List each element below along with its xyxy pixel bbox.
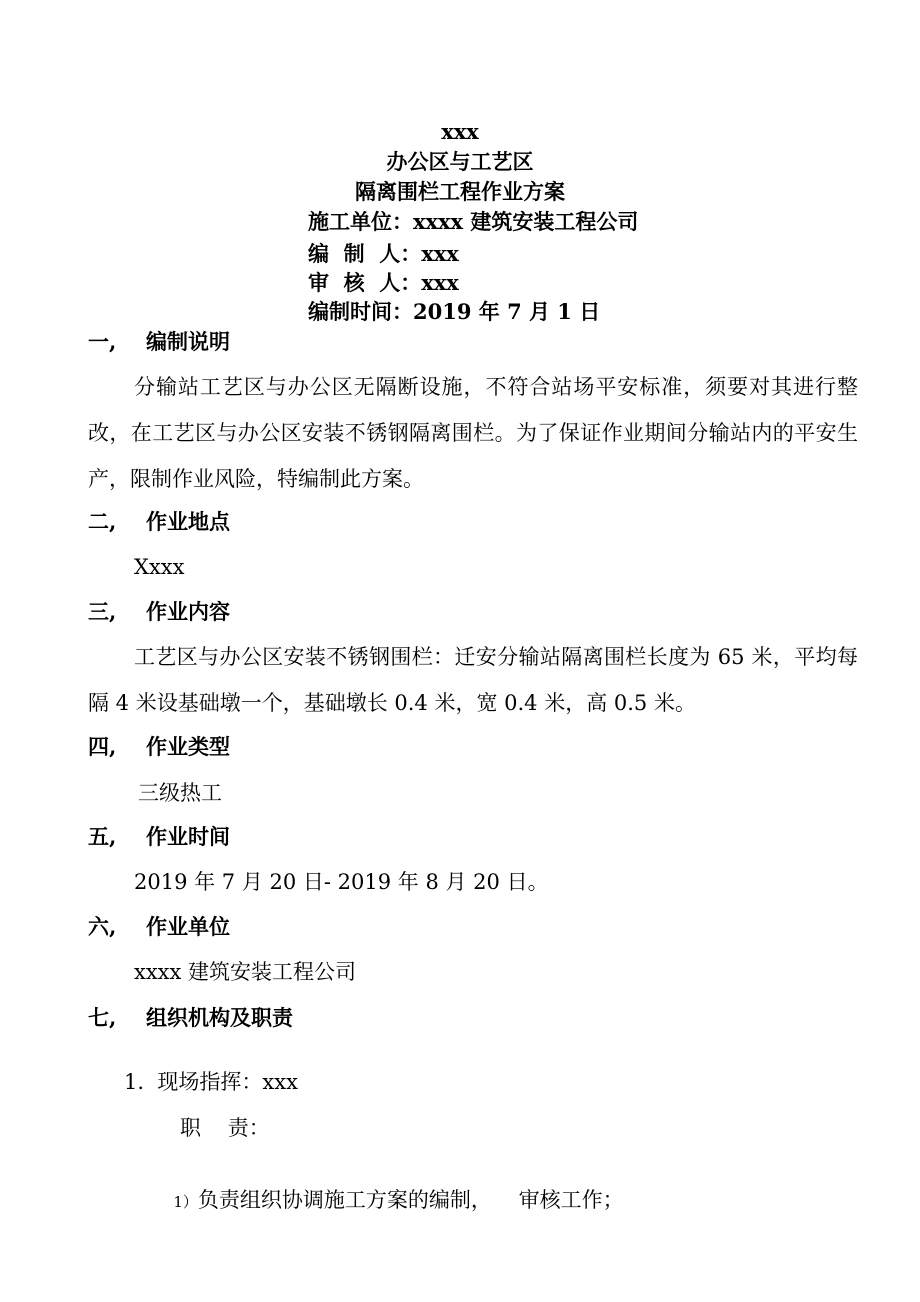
section-heading-7	[88, 1004, 293, 1032]
section-title: 作业内容	[146, 599, 230, 624]
section-body-1: 分输站工艺区与办公区无隔断设施，不符合站场平安标准，须要对其进行整改，在工艺区与办公区安装不锈钢隔离围栏。为了保证作业期间分输站内的平安生产，限制作业风险，特编制此方案。	[88, 375, 858, 491]
section-body-4: 三级热工	[138, 781, 222, 805]
doc-title-area: 办公区与工艺区	[386, 149, 534, 174]
meta-unit: 施工单位：xxxx 建筑安装工程公司	[308, 209, 639, 234]
org-item-1: 1. 现场指挥：xxx	[124, 1070, 298, 1094]
section-title: 编制说明	[146, 329, 230, 354]
section-heading-1	[88, 328, 230, 356]
meta-editor: 编 制 人：xxx	[308, 241, 459, 266]
doc-title-plan: 隔离围栏工程作业方案	[355, 179, 565, 204]
doc-title-xxx: xxx	[441, 119, 479, 144]
section-body-2: Xxxx	[134, 555, 185, 579]
duty-number: 1）	[173, 1193, 198, 1211]
section-title: 作业单位	[146, 914, 230, 939]
section-body-6: xxxx 建筑安装工程公司	[134, 960, 357, 984]
duty-text: 负责组织协调施工方案的编制， 审核工作；	[197, 1188, 624, 1212]
section-title: 组织机构及职责	[146, 1005, 293, 1030]
duty-label: 职 责：	[180, 1116, 270, 1140]
meta-date: 编制时间：2019 年 7 月 1 日	[308, 299, 601, 324]
section-heading-3	[88, 598, 230, 626]
section-heading-5	[88, 823, 230, 851]
meta-reviewer: 审 核 人：xxx	[308, 270, 459, 295]
section-title: 作业地点	[146, 509, 230, 534]
section-number: 七,	[88, 1005, 117, 1030]
duty-item-1	[160, 1158, 624, 1216]
section-body-5: 2019 年 7 月 20 日- 2019 年 8 月 20 日。	[134, 870, 549, 894]
section-number: 三,	[88, 599, 117, 624]
section-number: 一,	[88, 329, 117, 354]
section-number: 五,	[88, 824, 117, 849]
section-number: 四,	[88, 734, 117, 759]
section-heading-2	[88, 508, 230, 536]
section-title: 作业时间	[146, 824, 230, 849]
section-heading-6	[88, 913, 230, 941]
section-title: 作业类型	[146, 734, 230, 759]
section-heading-4	[88, 733, 230, 761]
section-number: 二,	[88, 509, 117, 534]
section-number: 六,	[88, 914, 117, 939]
section-body-3: 工艺区与办公区安装不锈钢围栏：迁安分输站隔离围栏长度为 65 米，平均每隔 4 米设基础墩一个，基础墩长 0.4 米，宽 0.4 米，高 0.5 米。	[88, 645, 858, 715]
